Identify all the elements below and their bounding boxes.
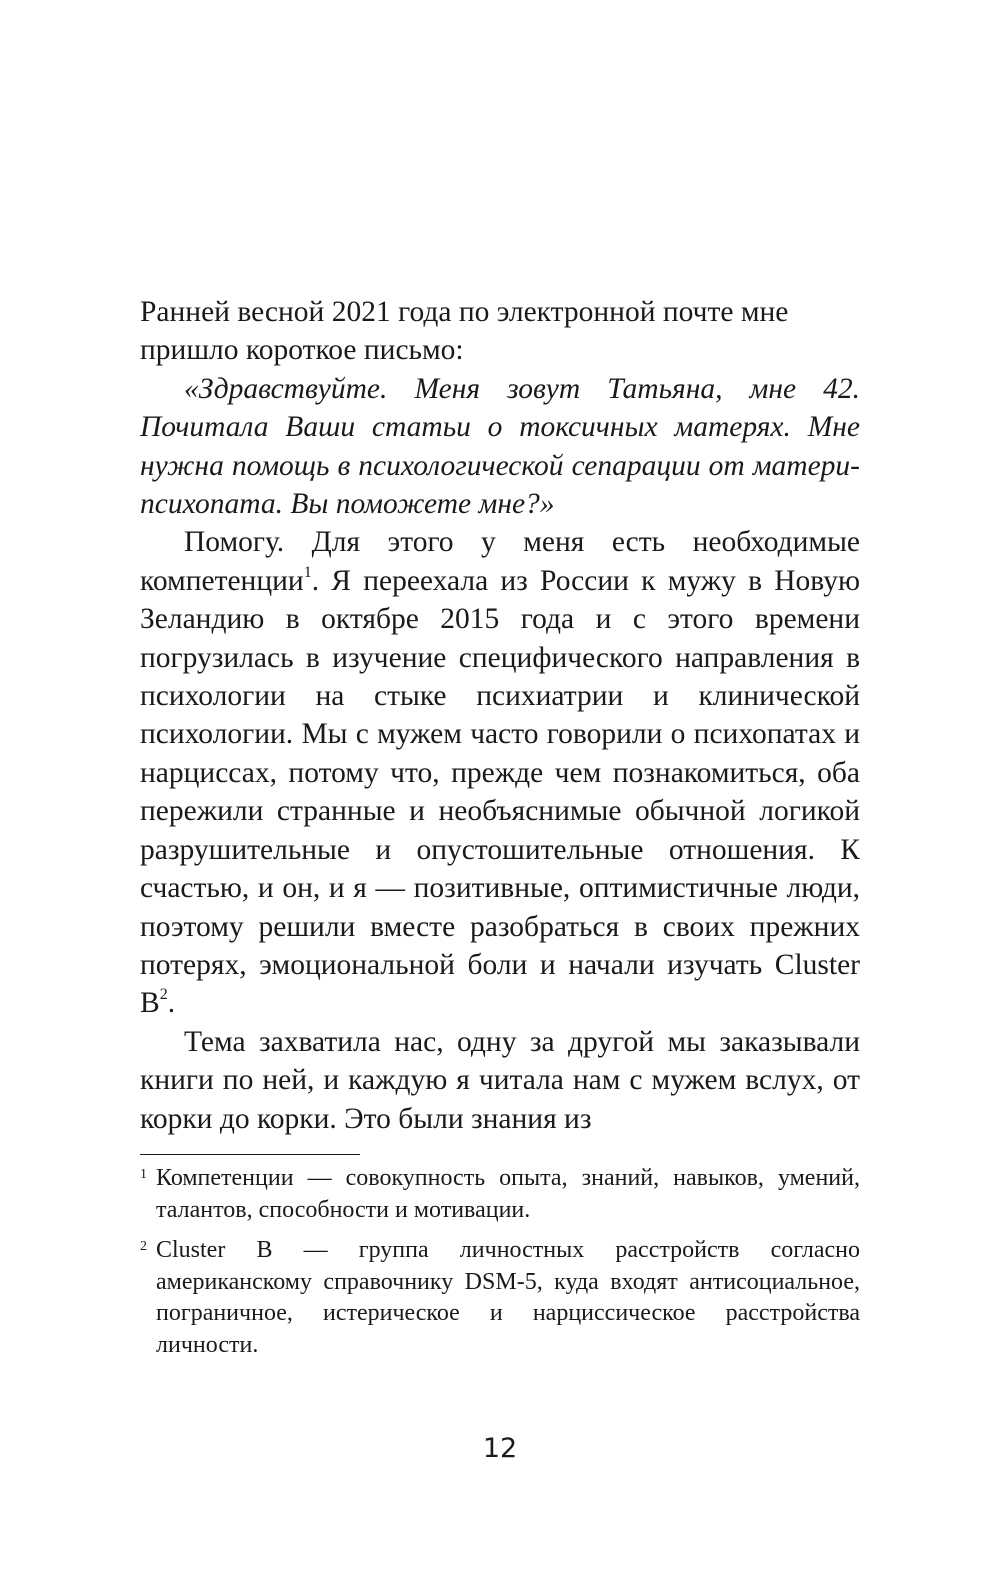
footnotes [140, 1163, 860, 1371]
intro-line-1: Ранней весной 2021 года по электронной почте мне [140, 296, 789, 328]
footnote-text: Cluster B — группа личностных расстройств согласно американскому справочнику DSM-5, куда входят антисоциальное, пограничное, истерическое и нарциссическое расстройства личности. [156, 1237, 860, 1358]
footnote-2 [140, 1235, 860, 1361]
main-text [140, 293, 860, 1138]
footnote-1 [140, 1163, 860, 1226]
paragraph-competences-end: . [167, 987, 176, 1020]
paragraph-competences [140, 523, 860, 1022]
footnote-ref-1[interactable]: 1 [303, 564, 312, 582]
quoted-letter: «Здравствуйте. Меня зовут Татьяна, мне 42. Почитала Ваши статьи о токсичных матерях. Мне нужна помощь в психологической сепарации от матери-психопата. Вы поможете мне?» [140, 372, 860, 521]
footnote-divider [140, 1154, 360, 1155]
footnote-text: Компетенции — совокупность опыта, знаний, навыков, умений, талантов, способности и мотивации. [156, 1165, 860, 1223]
paragraph-intro [140, 293, 860, 370]
paragraph-competences-middle: . Я переехала из России к мужу в Новую Зеландию в октябре 2015 года и с этого времени погрузилась в изучение специфического направления в психологии на стыке психиатрии и клинической психологии. Мы с мужем часто говорили о психопатах и нарциссах, потому что, прежде чем познакомиться, оба пережили странные и необъяснимые обычной логикой разрушительные и опустошительные отношения. К счастью, и он, и я — позитивные, оптимистичные люди, поэтому решили вместе разобраться в своих прежних потерях, эмоциональной боли и начали изучать Cluster B [140, 564, 860, 1020]
paragraph-topic: Тема захватила нас, одну за другой мы заказывали книги по ней, и каждую я читала нам с мужем вслух, от корки до корки. Это были знания из [140, 1025, 860, 1135]
footnote-number: 1 [140, 1167, 147, 1182]
intro-line-2: пришло короткое письмо: [140, 334, 464, 367]
paragraph-competences-start: Помогу. Для этого у меня есть необходимые компетенции [140, 526, 860, 597]
footnote-ref-2[interactable]: 2 [159, 986, 168, 1004]
footnote-number: 2 [140, 1239, 147, 1255]
page-number: 12 [482, 1433, 518, 1464]
